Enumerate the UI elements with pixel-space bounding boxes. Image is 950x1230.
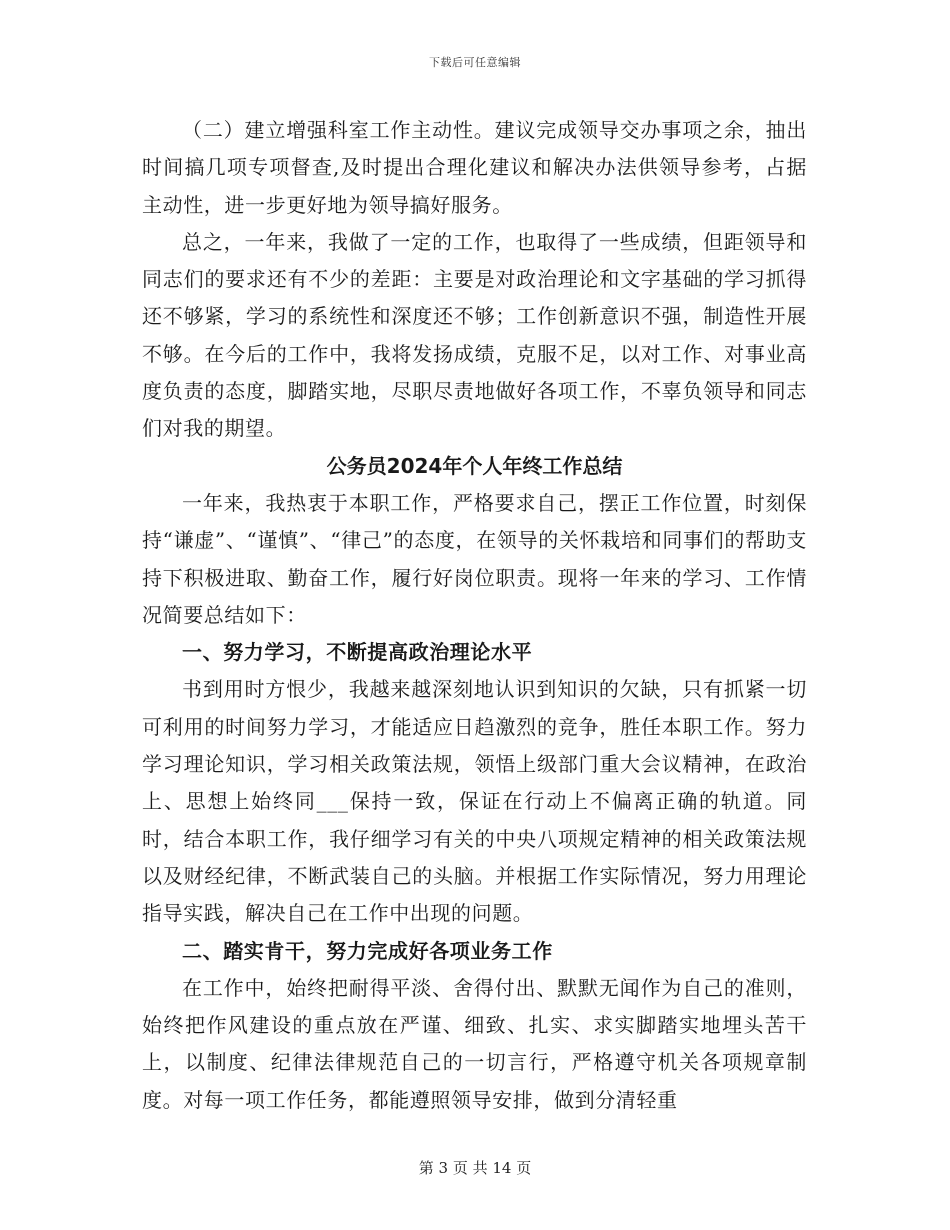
paragraph-suggestion: （二）建立增强科室工作主动性。建议完成领导交办事项之余，抽出时间搞几项专项督查,及时提出合理化建议和解决办法供领导参考，占据主动性，进一步更好地为领导搞好服务。 xyxy=(142,118,807,217)
section-heading-work: 二、踏实肯干，努力完成好各项业务工作 xyxy=(182,938,553,963)
section-heading-study: 一、努力学习，不断提高政治理论水平 xyxy=(182,640,533,665)
page-number: 第 3 页 共 14 页 xyxy=(418,1159,532,1177)
paragraph-intro: 一年来，我热衷于本职工作，严格要求自己，摆正工作位置，时刻保持“谦虚”、“谨慎”、“律己”的态度，在领导的关怀栽培和同事们的帮助支持下积极进取、勤奋工作，履行好岗位职责。现将一年来的学习、工作情况简要总结如下： xyxy=(142,490,807,627)
paragraph-work: 在工作中，始终把耐得平淡、舍得付出、默默无闻作为自己的准则，始终把作风建设的重点放在严谨、细致、扎实、求实脚踏实地埋头苦干上，以制度、纪律法律规范自己的一切言行，严格遵守机关各项规章制度。对每一项工作任务，都能遵照领导安排，做到分清轻重 xyxy=(142,975,807,1112)
document-title: 公务员2024年个人年终工作总结 xyxy=(326,453,623,478)
paragraph-study: 书到用时方恨少，我越来越深刻地认识到知识的欠缺，只有抓紧一切可利用的时间努力学习，才能适应日趋激烈的竞争，胜任本职工作。努力学习理论知识，学习相关政策法规，领悟上级部门重大会议精神，在政治上、思想上始终同___保持一致，保证在行动上不偏离正确的轨道。同时，结合本职工作，我仔细学习有关的中央八项规定精神的相关政策法规以及财经纪律，不断武装自己的头脑。并根据工作实际情况，努力用理论指导实践，解决自己在工作中出现的问题。 xyxy=(142,677,807,926)
header-note: 下载后可任意编辑 xyxy=(429,56,521,69)
document-body xyxy=(142,112,807,1119)
paragraph-conclusion: 总之，一年来，我做了一定的工作，也取得了一些成绩，但距领导和同志们的要求还有不少的差距：主要是对政治理论和文字基础的学习抓得还不够紧，学习的系统性和深度还不够；工作创新意识不强，制造性开展不够。在今后的工作中，我将发扬成绩，克服不足，以对工作、对事业高度负责的态度，脚踏实地，尽职尽责地做好各项工作，不辜负领导和同志们对我的期望。 xyxy=(142,229,807,441)
